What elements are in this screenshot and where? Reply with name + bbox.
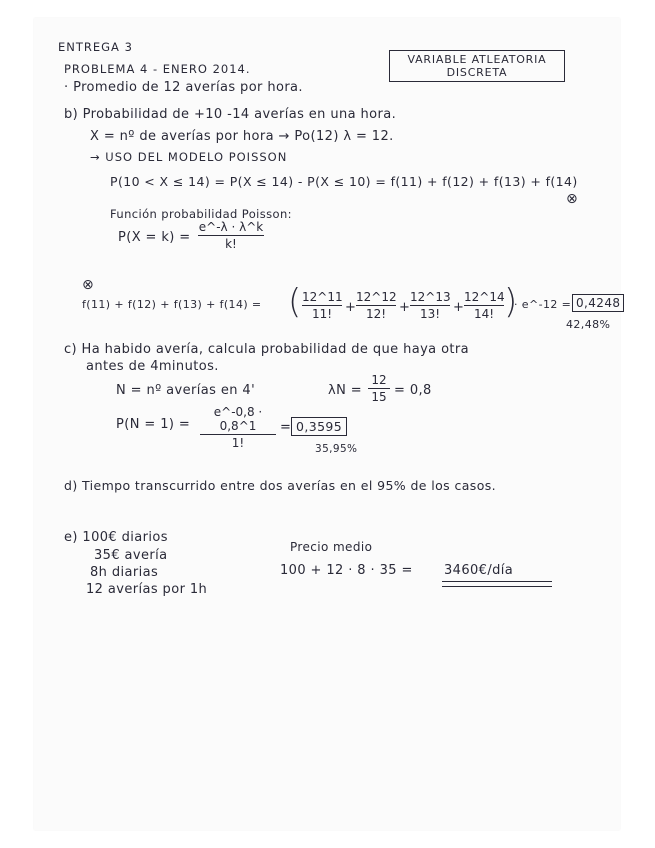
term-denominator: 14!	[473, 307, 495, 321]
open-paren: (	[288, 282, 302, 322]
term-fraction-2	[356, 290, 396, 321]
term-fraction-1	[302, 290, 342, 321]
poisson-function-label: Función probabilidad Poisson:	[110, 207, 292, 221]
marker-symbol-2: ⊗	[82, 277, 95, 293]
term-numerator: 12^14	[464, 290, 505, 304]
term-numerator: 12^11	[302, 290, 343, 304]
lambda-denominator: 15	[371, 390, 387, 404]
part-e-item: 12 averías por 1h	[86, 582, 208, 597]
percent-b: 42,48%	[566, 318, 611, 331]
plus-sign: +	[345, 300, 357, 315]
topic-box-line2: DISCRETA	[446, 66, 508, 79]
lambda-numerator: 12	[371, 373, 387, 387]
sum-lhs: f(11) + f(12) + f(13) + f(14) =	[82, 298, 262, 311]
equals-sign: =	[280, 420, 292, 435]
n-definition: N = nº averías en 4'	[116, 383, 256, 398]
problem-heading: PROBLEMA 4 - ENERO 2014.	[64, 62, 251, 76]
poisson-formula-denominator: k!	[225, 237, 237, 251]
p-n-numerator: e^-0,8 · 0,8^1	[213, 405, 263, 433]
term-denominator: 12!	[365, 307, 387, 321]
part-e-item: 8h diarias	[90, 565, 159, 580]
average-price-expression: 100 + 12 · 8 · 35 =	[280, 563, 413, 578]
part-e-item: e) 100€ diarios	[64, 530, 168, 545]
probability-expression: P(10 < X ≤ 14) = P(X ≤ 14) - P(X ≤ 10) = f(11) + f(12) + f(13) + f(14)	[110, 174, 578, 189]
close-paren: )	[504, 282, 518, 322]
average-price-result: 3460€/día	[444, 563, 514, 578]
term-fraction-3	[410, 290, 450, 321]
result-c-box	[291, 417, 347, 436]
poisson-formula-numerator: e^-λ · λ^k	[198, 220, 264, 234]
topic-box-line1: VARIABLE ATLEATORIA	[407, 53, 547, 66]
marker-symbol: ⊗	[566, 191, 579, 207]
poisson-formula-fraction	[198, 220, 264, 251]
plus-sign: +	[453, 300, 465, 315]
term-denominator: 13!	[419, 307, 441, 321]
term-numerator: 12^12	[356, 290, 397, 304]
result-b: 0,4248	[576, 296, 621, 310]
exponential-factor: · e^-12 =	[514, 298, 572, 311]
average-statement: · Promedio de 12 averías por hora.	[64, 80, 303, 95]
result-b-box	[572, 294, 624, 312]
model-statement: → USO DEL MODELO POISSON	[90, 150, 288, 164]
p-n-fraction	[200, 405, 276, 450]
variable-definition: X = nº de averías por hora → Po(12) λ = 12.	[90, 129, 394, 144]
average-price-label: Precio medio	[290, 540, 373, 554]
result-c: 0,3595	[296, 419, 343, 434]
p-n-denominator: 1!	[231, 436, 245, 450]
result-underline-1	[442, 581, 552, 582]
p-n-lhs: P(N = 1) =	[116, 417, 191, 432]
part-b-question: b) Probabilidad de +10 -14 averías en una hora.	[64, 107, 397, 122]
lambda-fraction	[368, 373, 390, 404]
lambda-lhs: λN =	[328, 383, 363, 398]
part-e-item: 35€ avería	[94, 548, 168, 563]
percent-c: 35,95%	[315, 443, 358, 455]
plus-sign: +	[399, 300, 411, 315]
part-c-question-line2: antes de 4minutos.	[86, 359, 219, 374]
result-underline-2	[442, 586, 552, 587]
poisson-formula-lhs: P(X = k) =	[118, 230, 191, 245]
lambda-rhs: = 0,8	[394, 383, 432, 398]
topic-box	[389, 50, 565, 82]
entrega-heading: ENTREGA 3	[58, 40, 133, 54]
part-c-question-line1: c) Ha habido avería, calcula probabilidad de que haya otra	[64, 342, 470, 357]
part-d-question: d) Tiempo transcurrido entre dos averías en el 95% de los casos.	[64, 478, 497, 493]
term-numerator: 12^13	[410, 290, 451, 304]
term-denominator: 11!	[311, 307, 333, 321]
term-fraction-4	[464, 290, 504, 321]
